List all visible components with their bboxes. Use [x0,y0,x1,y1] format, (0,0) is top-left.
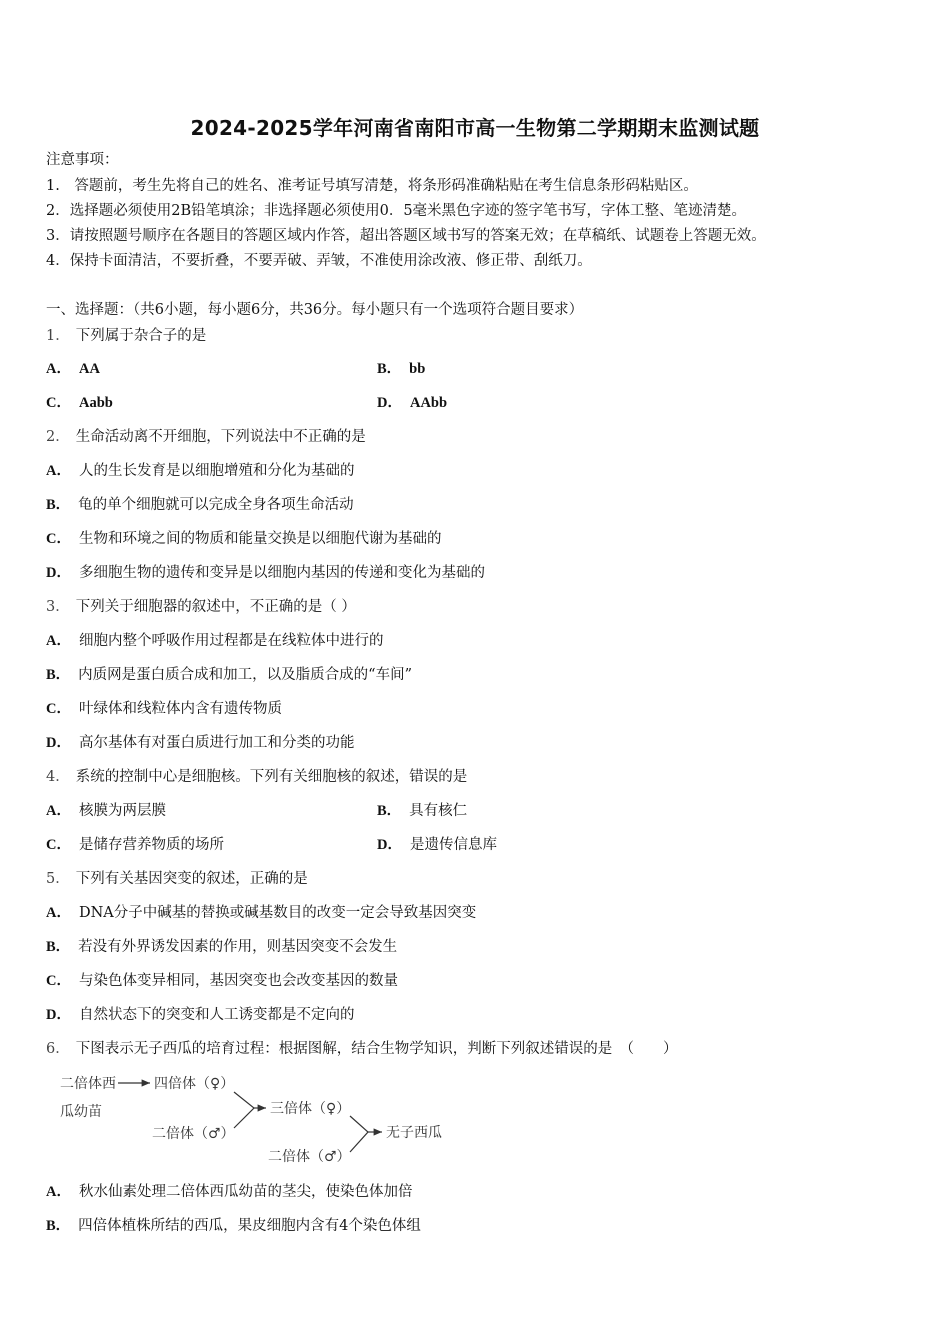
notice-item: 4．保持卡面清洁，不要折叠，不要弄破、弄皱，不准使用涂改液、修正带、刮纸刀。 [46,253,592,269]
option-text: Aabb [78,395,113,411]
option-letter: B． [46,1218,71,1234]
cross-bracket-1 [234,1092,254,1128]
option-text: 具有核仁 [409,803,468,819]
option-text: 叶绿体和线粒体内含有遗传物质 [78,701,282,717]
notice-heading: 注意事项： [46,152,119,168]
option-letter: C． [46,973,71,989]
option-letter: B． [46,939,71,955]
diagram-start-line2: 瓜幼苗 [60,1104,102,1120]
option-d[interactable] [46,1005,354,1025]
diagram-triploid: 三倍体（♀） [270,1101,351,1117]
option-text: DNA分子中碱基的替换或碱基数目的改变一定会导致基因突变 [78,905,477,921]
option-text: 人的生长发育是以细胞增殖和分化为基础的 [78,463,355,479]
watermelon-breeding-diagram [58,1068,478,1176]
option-c[interactable] [46,835,224,855]
section-heading: 一、选择题：（共6小题，每小题6分，共36分。每小题只有一个选项符合题目要求） [46,302,584,318]
question-text: 下列有关基因突变的叙述，正确的是 [75,871,308,887]
option-letter: A． [46,361,71,377]
option-letter: A． [46,905,71,921]
option-letter: B． [46,497,71,513]
question-number: 1． [46,328,70,344]
question-stem [46,767,467,787]
option-text: 四倍体植株所结的西瓜，果皮细胞内含有4个染色体组 [78,1218,421,1234]
option-letter: A． [46,463,71,479]
option-letter: C． [46,837,71,853]
question-text: 系统的控制中心是细胞核。下列有关细胞核的叙述，错误的是 [75,769,468,785]
option-c[interactable] [46,971,398,991]
diagram-tetraploid: 四倍体（♀） [154,1076,235,1092]
option-a[interactable] [46,631,383,651]
question-text: 下图表示无子西瓜的培育过程：根据图解，结合生物学知识，判断下列叙述错误的是 （ ） [75,1041,678,1057]
option-text: bb [409,361,426,377]
option-text: AA [78,361,100,377]
option-b[interactable] [377,801,467,821]
option-d[interactable] [46,733,354,753]
option-c[interactable] [46,699,282,719]
option-letter: A． [46,803,71,819]
option-letter: B． [46,667,71,683]
option-a[interactable] [46,1182,412,1202]
option-text: 是遗传信息库 [409,837,497,853]
option-a[interactable] [46,903,476,923]
option-letter: D． [46,735,71,751]
option-letter: C． [46,531,71,547]
option-text: 生物和环境之间的物质和能量交换是以细胞代谢为基础的 [78,531,442,547]
option-b[interactable] [46,937,397,957]
option-text: AAbb [409,395,448,411]
question-number: 5． [46,871,70,887]
option-letter: C． [46,395,71,411]
option-d[interactable] [46,563,485,583]
option-text: 高尔基体有对蛋白质进行加工和分类的功能 [78,735,355,751]
option-text: 核膜为两层膜 [78,803,166,819]
diagram-diploid-male-2: 二倍体（♂） [268,1149,351,1165]
option-letter: D． [377,837,402,853]
option-text: 细胞内整个呼吸作用过程都是在线粒体中进行的 [78,633,384,649]
option-d[interactable] [377,393,455,413]
option-letter: D． [46,565,71,581]
option-b[interactable] [377,359,433,379]
diagram-diploid-male-1: 二倍体（♂） [152,1126,235,1142]
question-stem [46,869,308,889]
page-title: 2024-2025学年河南省南阳市高一生物第二学期期末监测试题 [190,116,760,140]
option-letter: D． [377,395,402,411]
diagram-start-line1: 二倍体西 [60,1076,116,1092]
cross-bracket-2 [350,1116,368,1152]
notice-item: 1. 答题前，考生先将自己的姓名、准考证号填写清楚，将条形码准确粘贴在考生信息条形码粘贴区。 [46,178,698,194]
notice-item: 3．请按照题号顺序在各题目的答题区域内作答，超出答题区域书写的答案无效；在草稿纸、试题卷上答题无效。 [46,228,766,244]
question-stem [46,326,206,346]
option-letter: A． [46,633,71,649]
option-c[interactable] [46,393,121,413]
option-b[interactable] [46,665,412,685]
option-text: 多细胞生物的遗传和变异是以细胞内基因的传递和变化为基础的 [78,565,485,581]
option-a[interactable] [46,461,354,481]
option-text: 与染色体变异相同，基因突变也会改变基因的数量 [78,973,398,989]
option-text: 自然状态下的突变和人工诱变都是不定向的 [78,1007,355,1023]
question-number: 6． [46,1041,70,1057]
option-a[interactable] [46,801,166,821]
question-text: 下列关于细胞器的叙述中，不正确的是（ ） [75,599,356,615]
option-letter: B． [377,361,402,377]
option-text: 若没有外界诱发因素的作用，则基因突变不会发生 [78,939,398,955]
option-b[interactable] [46,495,354,515]
question-stem [46,597,356,617]
option-text: 内质网是蛋白质合成和加工，以及脂质合成的“车间” [78,667,412,683]
option-text: 龟的单个细胞就可以完成全身各项生命活动 [78,497,354,513]
notice-item: 2．选择题必须使用2B铅笔填涂；非选择题必须使用0．5毫米黑色字迹的签字笔书写，字体工整、笔迹清楚。 [46,203,747,219]
question-text: 下列属于杂合子的是 [75,328,207,344]
option-a[interactable] [46,359,108,379]
option-d[interactable] [377,835,497,855]
question-stem [46,427,366,447]
question-stem [46,1039,677,1059]
question-number: 3． [46,599,70,615]
question-number: 2． [46,429,70,445]
option-letter: A． [46,1184,71,1200]
question-number: 4． [46,769,70,785]
option-text: 是储存营养物质的场所 [78,837,224,853]
option-b[interactable] [46,1216,421,1236]
option-letter: D． [46,1007,71,1023]
question-text: 生命活动离不开细胞，下列说法中不正确的是 [75,429,366,445]
option-letter: B． [377,803,402,819]
diagram-seedless: 无子西瓜 [386,1125,442,1141]
option-c[interactable] [46,529,441,549]
option-letter: C． [46,701,71,717]
option-text: 秋水仙素处理二倍体西瓜幼苗的茎尖，使染色体加倍 [78,1184,413,1200]
